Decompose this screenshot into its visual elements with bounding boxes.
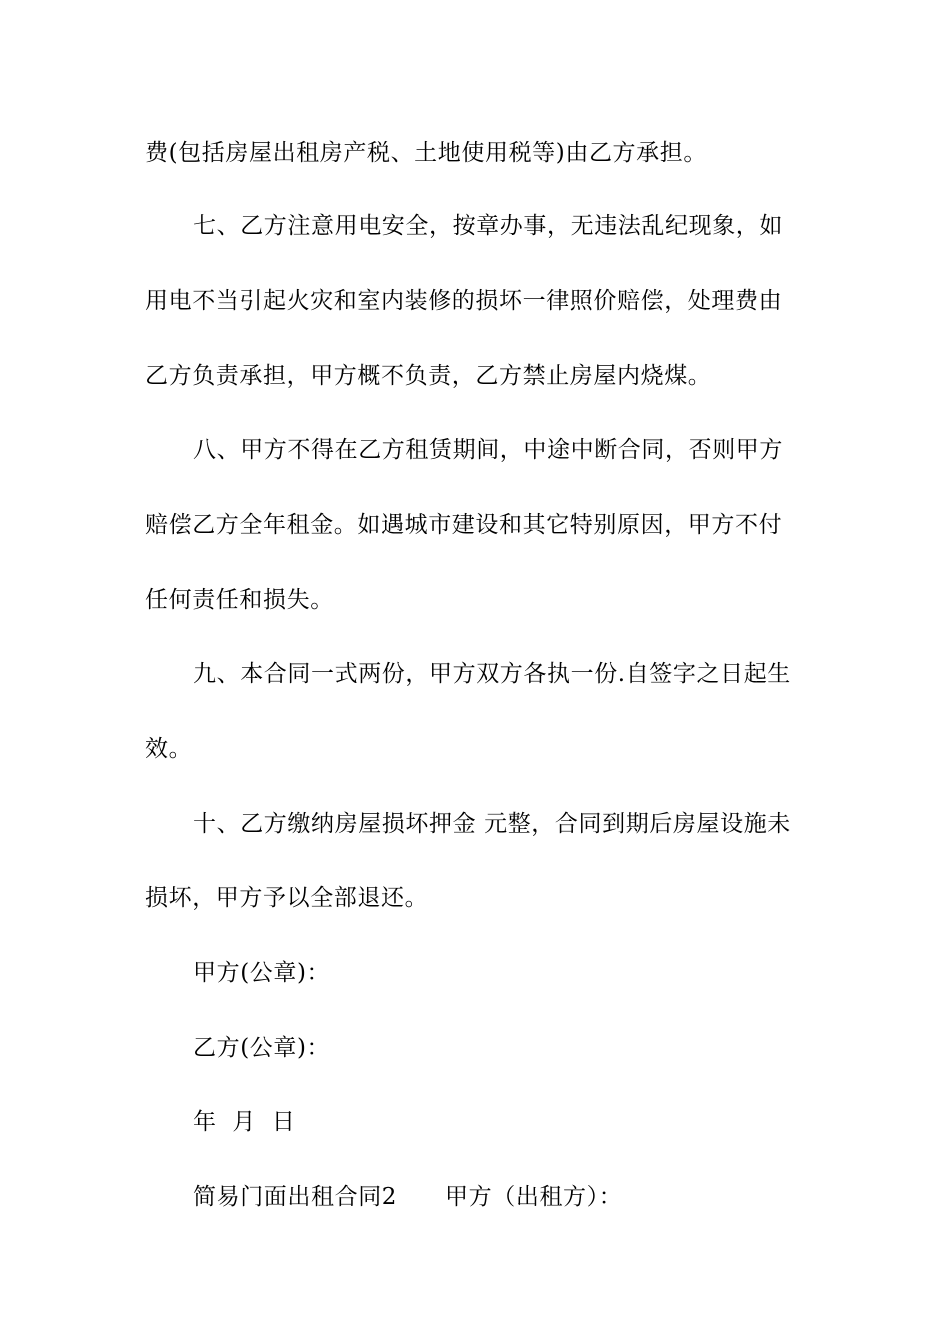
date-line: 年 月 日 (193, 1109, 296, 1135)
text-line: 赔偿乙方全年租金。如遇城市建设和其它特别原因，甲方不付 (145, 512, 783, 538)
text-line: 效。 (145, 736, 193, 762)
clause-seven-line: 七、乙方注意用电安全，按章办事，无违法乱纪现象，如 (193, 213, 783, 239)
clause-nine-line: 九、本合同一式两份，甲方双方各执一份.自签字之日起生 (193, 661, 791, 687)
next-contract-party: 甲方（出租方）： (445, 1184, 623, 1210)
next-contract-title: 简易门面出租合同2 (193, 1184, 398, 1210)
text-line: 损坏，甲方予以全部退还。 (145, 885, 429, 911)
clause-ten-line: 十、乙方缴纳房屋损坏押金 元整，合同到期后房屋设施未 (193, 811, 791, 837)
clause-eight-line: 八、甲方不得在乙方租赁期间，中途中断合同，否则甲方 (193, 437, 783, 463)
text-line: 任何责任和损失。 (145, 587, 334, 613)
party-a-seal-line: 甲方(公章)： (193, 960, 331, 986)
text-line: 费(包括房屋出租房产税、土地使用税等)由乙方承担。 (145, 140, 707, 166)
party-b-seal-line: 乙方(公章)： (193, 1035, 331, 1061)
next-contract-line (193, 1182, 863, 1212)
text-line: 乙方负责承担，甲方概不负责，乙方禁止房屋内烧煤。 (145, 363, 712, 389)
text-line: 用电不当引起火灾和室内装修的损坏一律照价赔偿，处理费由 (145, 288, 783, 314)
